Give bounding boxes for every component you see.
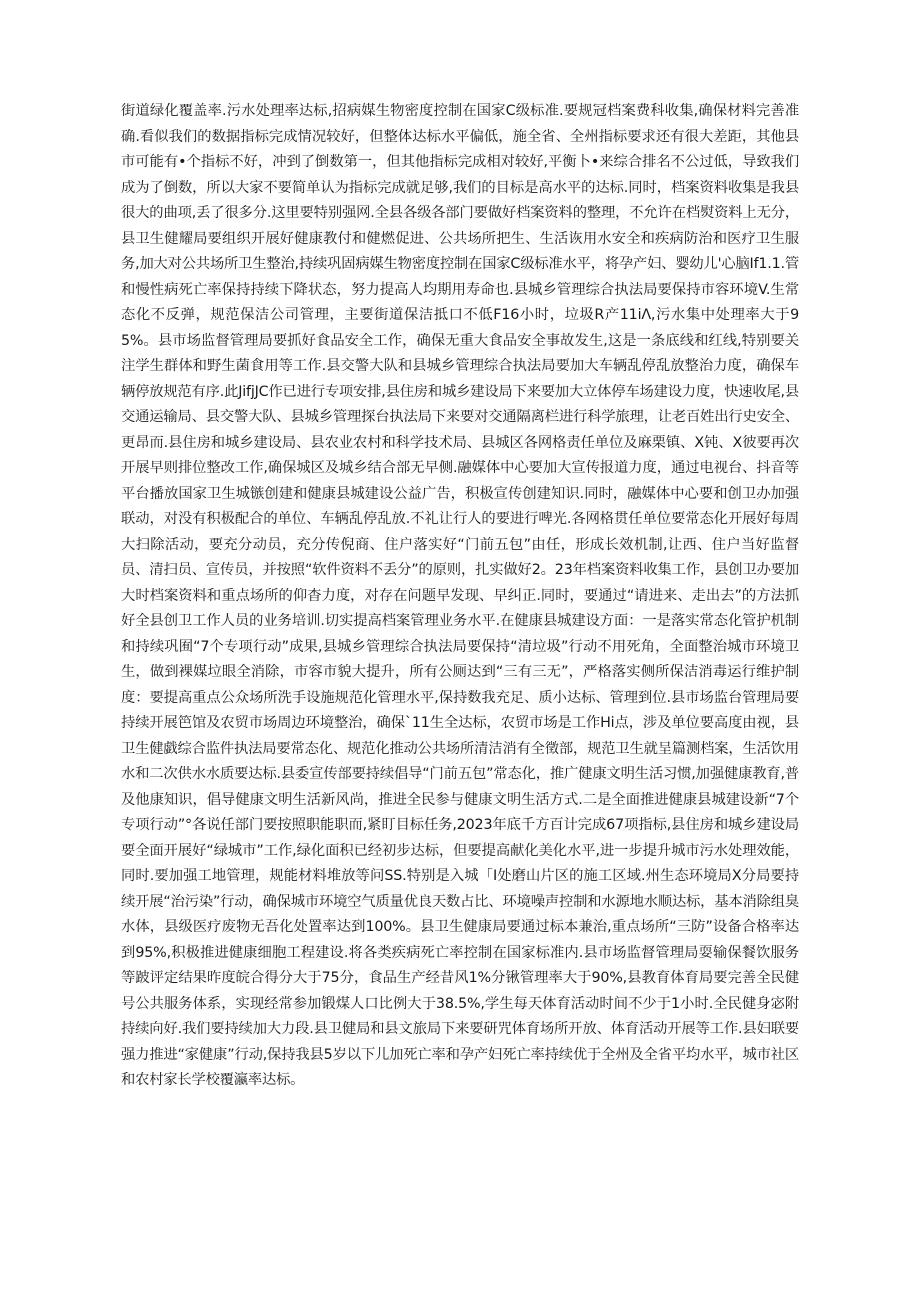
document-page bbox=[121, 99, 799, 1094]
body-paragraph: 街道绿化覆盖率.污水处理率达标,招病媒生物密度控制在国家C级标准.要规冠档案费科收集,确保材料完善准确.看似我们的数据指标完成情况较好，但整体达标水平偏低，施全省、全州指标要求还有很大差距，其他县市可能有•个指标不好，冲到了倒数第一，但其他指标完成相对较好,平衡卜•来综合排名不公过低，导致我们成为了倒数，所以大家不要简单认为指标完成就足够,我们的目标是高水平的达标.同时，档案资料收集是我县很大的曲项,丢了很多分.这里要特别强网.全县各级各部门要做好档案资料的整理，不允许在档熨资料上无分，县卫生健耀局要组织开展好健康教付和健燃促进、公共场所把生、生活诙用水安全和疾病防治和医疗卫生服务,加大对公共场所卫生整治,持续巩固病媒生物密度控制在国家C级标准水平，将孕产妇、婴幼儿'心脑If1.1.管和慢性病死亡率保持持续下降状态，努力提高人均期用寿命也.县城乡管理综合执法局要保持市容环境V.生常态化不反弹，规范保洁公司管理，主要街道保洁抵口不低F16小时，垃圾R产11iΛ,污水集中处理率大于95%。县市场监督管理局要抓好食品安全工作，确保无重大食品安全事故发生,这是一条底线和红线,特别要关注学生群体和野生菌食用等工作.县交警大队和县城乡管理综合执法局要加大车辆乱停乱放整治力度，确保车辆停放规范有序.此JifjJC作已进行专项安排,县住房和城乡建设局下来要加大立体停车场建设力度，快速收尾,县交通运输局、县交警大队、县城乡管理探台执法局下来要对交通隔离栏进行科学旅理，让老百姓出行史安全、更昂而.县住房和城乡建设局、县农业农村和科学技术局、县城区各网格责任单位及麻栗镇、X钝、X彼要再次开展早则排位整改工作,确保城区及城乡结合部无早侧.融媒体中心要加大宣传报道力度，通过电视台、抖音等平台播放国家卫生城镞创建和健康县城建设公益广告，积极宣传创建知识.同时，融媒体中心要和创卫办加强联动，对没有积极配合的单位、车辆乱停乱放.不礼让行人的要进行啤光.各网格贯任单位要常态化开展好每周大扫除活动，要充分动员，充分传倪商、住户落实好“门前五包”由任，形成长效机制,让西、住户当好监督员、清扫员、宣传员，并按照“软件资料不丢分”的原则，扎实做好2。23年档案资料收集工作，县创卫办要加大时档案资料和重点场所的仰杳力度，对存在问题早发现、早纠正.同时，要通过“请进来、走出去”的方法抓好全县创卫工作人员的业务培训.切实提高档案管理业务水平.在健康县城建设方面：一是落实常态化管护机制和持续巩囿“7个专项行动”成果,县城乡管理综合执法局要保持“清垃圾”行动不用死角，全面整治城市环境卫生，做到裸媒垃眼全消除，市容市貌大提升，所有公厕达到“三有三无”，严格落实侧所保洁消毒运行维护制度：要提高重点公众场所洗手设施规范化管理水平,保持数我充足、质小达标、管理到位.县市场监台管理局要持续开展笆馆及农贸市场周边环境整治，确保`11生全达标，农贸市场是工作Hi点，涉及单位要高度由视，县卫生健戯综合监件执法局要常态化、规范化推动公共场所清洁消有全徵部，规范卫生就呈篇测档案，生活饮用水和二次供水水质要达标.县委宣传部要持续倡导“门前五包”常态化，推广健康文明生活习惯,加强健康教育,普及他康知识，倡导健康文明生活新风尚，推进全民参与健康文明生活方式.二是全面推进健康县城建设新“7个专项行动”°各说任部门要按照职能职而,紧盯目标任务,2023年底千方百计完成67项指标,县住房和城乡建设局要全面开展好“绿城市”工作,绿化面积已经初步达标，但要提高献化美化水平,进一步提升城市污水处理效能，同时.要加强工地管理，规能材料堆放等问SS.特别是入城「I处磨山片区的施工区域.州生态环境局X分局要持续开展“治污染”行动，确保城市环境空气质量优良天数占比、环境噪声控制和水源地水顺达标，基本消除组臭水体，县级医疗废物无吾化处置率达到100%。县卫生健康局要通过标本兼治,重点场所“三防”设备合格率达到95%,积极推进健康细胞工程建设.将各类疾病死亡率控制在国家标准内.县市场监督管理局耍输保餐饮服务等跛评定结果昨度皖合得分大于75分，食品生产经昔风1%分锹管理率大于90%,县教育体育局要完善全民健号公共服务体系，实现经常参加锻煤人口比例大于38.5%,学生每天体育活动时间不少于1小时.全民健身宓附持续向好.我们要持续加大力段.县卫健局和县文旅局下来要研咒体育场所开放、体育活动开展等工作.县妇联要强力推进“家健康”行动,保持我县5岁以下儿加死亡率和孕产妇死亡率持续优于全州及全省平均水平，城市社区和农村家长学校覆瀛率达标。 bbox=[121, 103, 800, 1088]
